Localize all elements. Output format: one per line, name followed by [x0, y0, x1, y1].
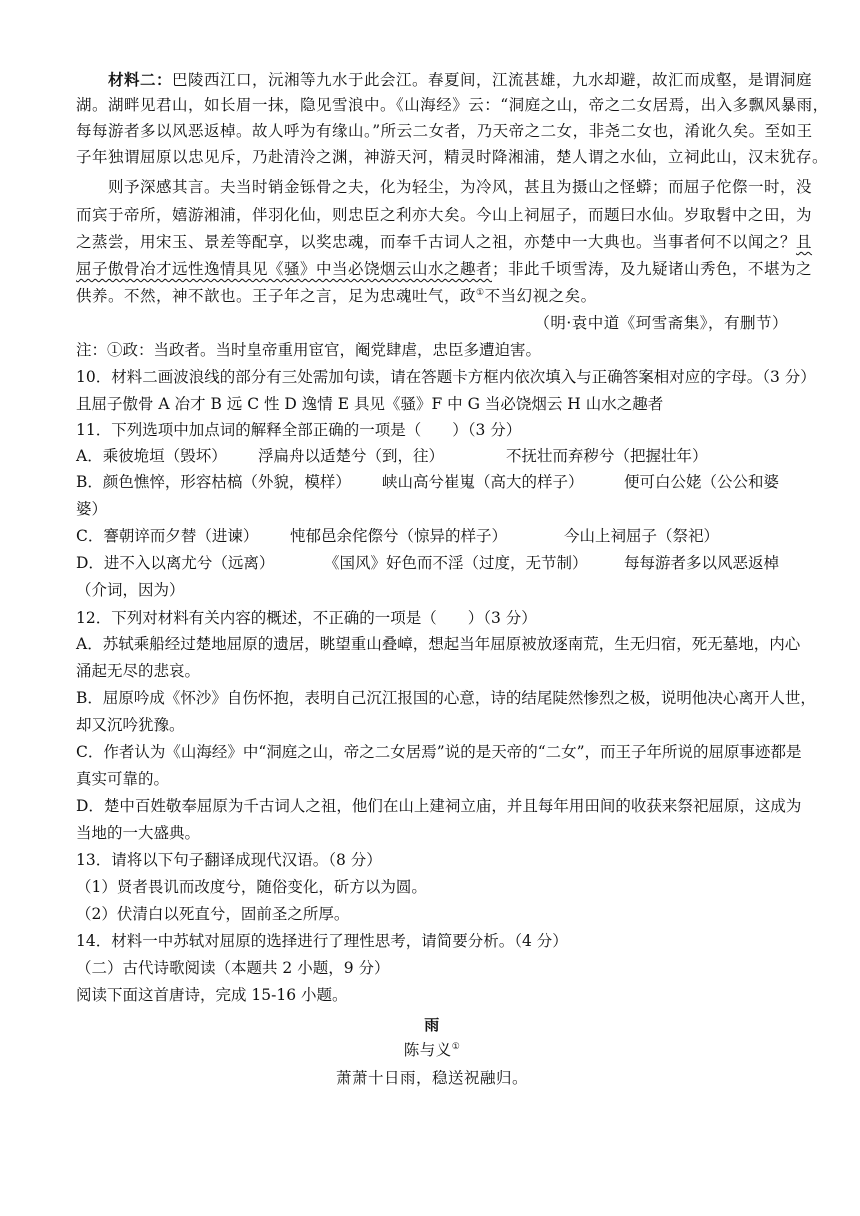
- material2-text: 不当幻视之矣。: [484, 287, 597, 306]
- material2-text: 之蒸尝，用宋玉、景差等配享，以奖忠魂，而奉千古词人之祖，亦楚中一大典也。当事者何不以闻之？: [76, 233, 797, 251]
- q12-option-d: D．楚中百姓敬奉屈原为千古词人之祖，他们在山上建祠立庙，并且每年用田间的收获来祭祀屈原，这成为: [76, 797, 802, 815]
- poem-title: 雨: [424, 1016, 440, 1034]
- q11-d-2: 《国风》好色而不淫（过度，无节制）: [324, 554, 588, 572]
- wavy-underlined-text: 屈子傲骨冶才远性逸情具见《骚》中当必饶烟云山水之趣者: [76, 260, 493, 278]
- material2-heading: 材料二：: [108, 70, 173, 89]
- q11-option-a: [76, 449, 788, 465]
- footnote-marker: ①: [476, 288, 485, 298]
- q11-stem: 11．下列选项中加点词的解释全部正确的一项是（ ）（3 分）: [76, 421, 522, 439]
- wavy-underlined-text: 且: [796, 233, 813, 251]
- q11-c-3: 今山上祠屈子（祭祀）: [564, 527, 720, 545]
- q13-stem: 13．请将以下句子翻译成现代汉语。（8 分）: [76, 851, 382, 869]
- q10-stem: 10．材料二画波浪线的部分有三处需加句读，请在答题卡方框内依次填入与正确答案相对应的字母。（3 分）: [76, 368, 816, 386]
- q11-a-3: 不抚壮而弃秽兮（把握壮年）: [506, 447, 708, 465]
- footnote-marker: ①: [451, 1042, 461, 1052]
- q14-stem: 14．材料一中苏轼对屈原的选择进行了理性思考，请简要分析。（4 分）: [76, 932, 568, 950]
- material2-line-9: [76, 289, 788, 305]
- q13-sentence-1: （1）贤者畏讥而改度兮，随俗变化，斫方以为圆。: [76, 878, 427, 896]
- q11-option-b-cont: 婆）: [76, 500, 108, 518]
- q11-option-d: [76, 556, 788, 572]
- q12-option-a-cont: 涌起无尽的悲哀。: [76, 662, 201, 680]
- poem-author: 陈与义: [403, 1041, 452, 1060]
- q11-option-d-cont: （介词，因为）: [76, 581, 185, 599]
- material2-source: （明·袁中道《珂雪斋集》，有删节）: [534, 314, 788, 332]
- q11-c-1: C．謇朝谇而夕替（进谏）: [76, 527, 259, 545]
- q10-text: 且屈子傲骨 A 冶才 B 远 C 性 D 逸情 E 具见《骚》F 中 G 当必饶烟云 H 山水之趣者: [76, 395, 664, 413]
- q11-b-3: 便可白公姥（公公和婆: [624, 473, 780, 491]
- q11-b-1: B．颜色憔悴，形容枯槁（外貌，模样）: [76, 473, 351, 491]
- section-heading: （二）古代诗歌阅读（本题共 2 小题，9 分）: [76, 959, 390, 977]
- material2-line-8: [76, 260, 813, 278]
- q13-sentence-2: （2）伏清白以死直兮，固前圣之所厚。: [76, 905, 350, 923]
- q11-b-2: 峡山高兮崔嵬（高大的样子）: [382, 473, 584, 491]
- material2-line-4: 子年独谓屈原以忠见斥，乃赴清泠之渊，神游天河，精灵时降湘浦，楚人谓之水仙，立祠此山，汉末犹存。: [76, 148, 829, 166]
- q12-option-b: B．屈原吟成《怀沙》自伤怀抱，表明自己沉江报国的心意，诗的结尾陡然惨烈之极，说明他决心离开人世，: [76, 689, 816, 707]
- q12-option-c-cont: 真实可靠的。: [76, 770, 170, 788]
- q11-a-1: A．乘彼垝垣（毁坏）: [76, 447, 227, 465]
- material2-text: 供养。不然，神不歆也。王子年之言，足为忠魂吐气，政: [76, 287, 477, 306]
- material2-line-7: [76, 233, 813, 251]
- material2-text: ；非此千顷雪涛，及九疑诸山秀色，不堪为之: [492, 260, 813, 278]
- q11-option-b: [76, 475, 788, 491]
- q11-d-3: 每每游者多以风恶返棹: [624, 554, 780, 572]
- q11-d-1: D．进不入以离尤兮（远离）: [76, 554, 275, 572]
- section-intro: 阅读下面这首唐诗，完成 15-16 小题。: [76, 986, 348, 1004]
- footnote: 注：①政：当政者。当时皇帝重用宦官，阉党肆虐，忠臣多遭迫害。: [76, 341, 542, 359]
- poem-line-1: 萧萧十日雨，稳送祝融归。: [335, 1069, 528, 1087]
- q12-option-a: A．苏轼乘船经过楚地屈原的遗居，眺望重山叠嶂，想起当年屈原被放逐南荒，生无归宿，死无墓地，内心: [76, 635, 801, 653]
- material2-line-2: 湖。湖畔见君山，如长眉一抹，隐见雪浪中。《山海经》云：“洞庭之山，帝之二女居焉，出入多飘风暴雨，: [76, 96, 829, 114]
- q12-stem: 12．下列对材料有关内容的概述，不正确的一项是（ ）（3 分）: [76, 609, 537, 627]
- material2-text: 巴陵西江口，沅湘等九水于此会江。春夏间，江流甚雄，九水却避，故汇而成壑，是谓洞庭: [172, 71, 813, 89]
- material2-line-3: 每每游者多以风恶返棹。故人呼为有缘山。”所云二女者，乃天帝之二女，非尧二女也，淆讹久矣。至如王: [76, 122, 813, 140]
- poem-author-line: [76, 1043, 788, 1059]
- q11-a-2: 浮扁舟以适楚兮（到，往）: [258, 447, 445, 465]
- material2-line-6: 而宾于帝所，嬉游湘浦，伴羽化仙，则忠臣之利亦大矣。今山上祠屈子，而题曰水仙。岁取髫中之田，为: [76, 206, 813, 224]
- q11-c-2: 忳郁邑余侘傺兮（惊异的样子）: [290, 527, 508, 545]
- material2-line-5: 则予深感其言。夫当时销金铄骨之夫，化为轻尘，为冷风，甚且为摄山之怪蟒；而屈子佗傺一时，没: [108, 178, 813, 196]
- q11-option-c: [76, 529, 788, 545]
- q12-option-c: C．作者认为《山海经》中“洞庭之山，帝之二女居焉”说的是天帝的“二女”，而王子年所说的屈原事迹都是: [76, 743, 802, 761]
- material2-line-1: [108, 70, 813, 89]
- q12-option-d-cont: 当地的一大盛典。: [76, 824, 201, 842]
- q12-option-b-cont: 却又沉吟犹豫。: [76, 716, 185, 734]
